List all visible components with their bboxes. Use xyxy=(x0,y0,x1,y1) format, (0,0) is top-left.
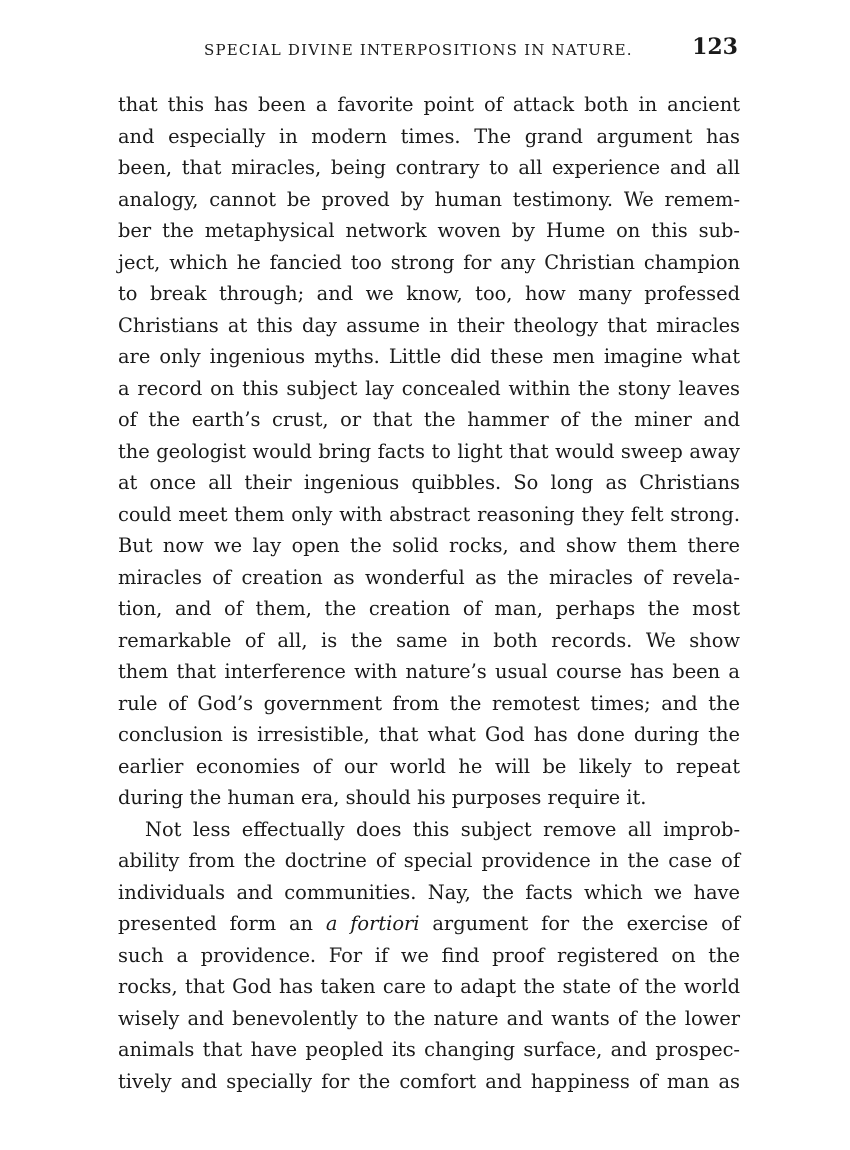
text-line: rule of God’s government from the remotest times; and the xyxy=(118,691,740,715)
text-line: the geologist would bring facts to light that would sweep away xyxy=(118,439,740,463)
paragraph-1 xyxy=(118,89,740,814)
paragraph-2 xyxy=(118,814,740,1098)
italic-phrase: a fortiori xyxy=(325,912,420,935)
text-line: and especially in modern times. The grand argument has xyxy=(118,124,740,148)
page-number: 123 xyxy=(692,34,738,60)
text-line: are only ingenious myths. Little did these men imagine what xyxy=(118,345,740,368)
text-line: tively and specially for the comfort and happiness of man as xyxy=(118,1069,740,1093)
text-line: presented form an a fortiori argument for the exercise of xyxy=(118,912,740,935)
text-line: Not less effectually does this subject remove all improb- xyxy=(145,817,740,841)
text-line: earlier economies of our world he will be likely to repeat xyxy=(118,754,740,778)
text-line: rocks, that God has taken care to adapt the state of the world xyxy=(118,975,740,998)
text-line: analogy, cannot be proved by human testimony. We remem- xyxy=(118,187,740,211)
running-head xyxy=(118,34,740,68)
text-line: remarkable of all, is the same in both records. We show xyxy=(118,628,740,652)
running-title: SPECIAL DIVINE INTERPOSITIONS IN NATURE. xyxy=(204,41,633,59)
text-line: could meet them only with abstract reasoning they felt strong. xyxy=(118,502,740,526)
text-line: Christians at this day assume in their theology that miracles xyxy=(118,313,740,337)
text-line: at once all their ingenious quibbles. So long as Christians xyxy=(118,471,740,494)
text-line: animals that have peopled its changing surface, and prospec- xyxy=(118,1038,740,1061)
text-line: But now we lay open the solid rocks, and show them there xyxy=(118,534,740,557)
text-line: tion, and of them, the creation of man, perhaps the most xyxy=(118,597,740,620)
text-line: individuals and communities. Nay, the facts which we have xyxy=(118,880,740,904)
text-line: been, that miracles, being contrary to all experience and all xyxy=(118,156,740,179)
text-line: them that interference with nature’s usual course has been a xyxy=(118,660,740,683)
text-line: such a providence. For if we find proof registered on the xyxy=(118,943,740,967)
text-line: a record on this subject lay concealed within the stony leaves xyxy=(118,376,740,400)
text-line: that this has been a favorite point of attack both in ancient xyxy=(118,93,740,116)
text-line: of the earth’s crust, or that the hammer of the miner and xyxy=(118,408,740,431)
text-line: conclusion is irresistible, that what God has done during the xyxy=(118,723,740,746)
text-line: to break through; and we know, too, how many professed xyxy=(118,282,740,305)
text-line: ber the metaphysical network woven by Hume on this sub- xyxy=(118,219,740,242)
text-line: during the human era, should his purposes require it. xyxy=(118,786,647,809)
text-line: miracles of creation as wonderful as the miracles of revela- xyxy=(118,565,740,589)
body-text xyxy=(118,89,740,1097)
text-line: wisely and benevolently to the nature and wants of the lower xyxy=(118,1006,740,1030)
text-line: ject, which he fancied too strong for any Christian champion xyxy=(118,250,740,274)
text-line: ability from the doctrine of special providence in the case of xyxy=(118,849,740,872)
